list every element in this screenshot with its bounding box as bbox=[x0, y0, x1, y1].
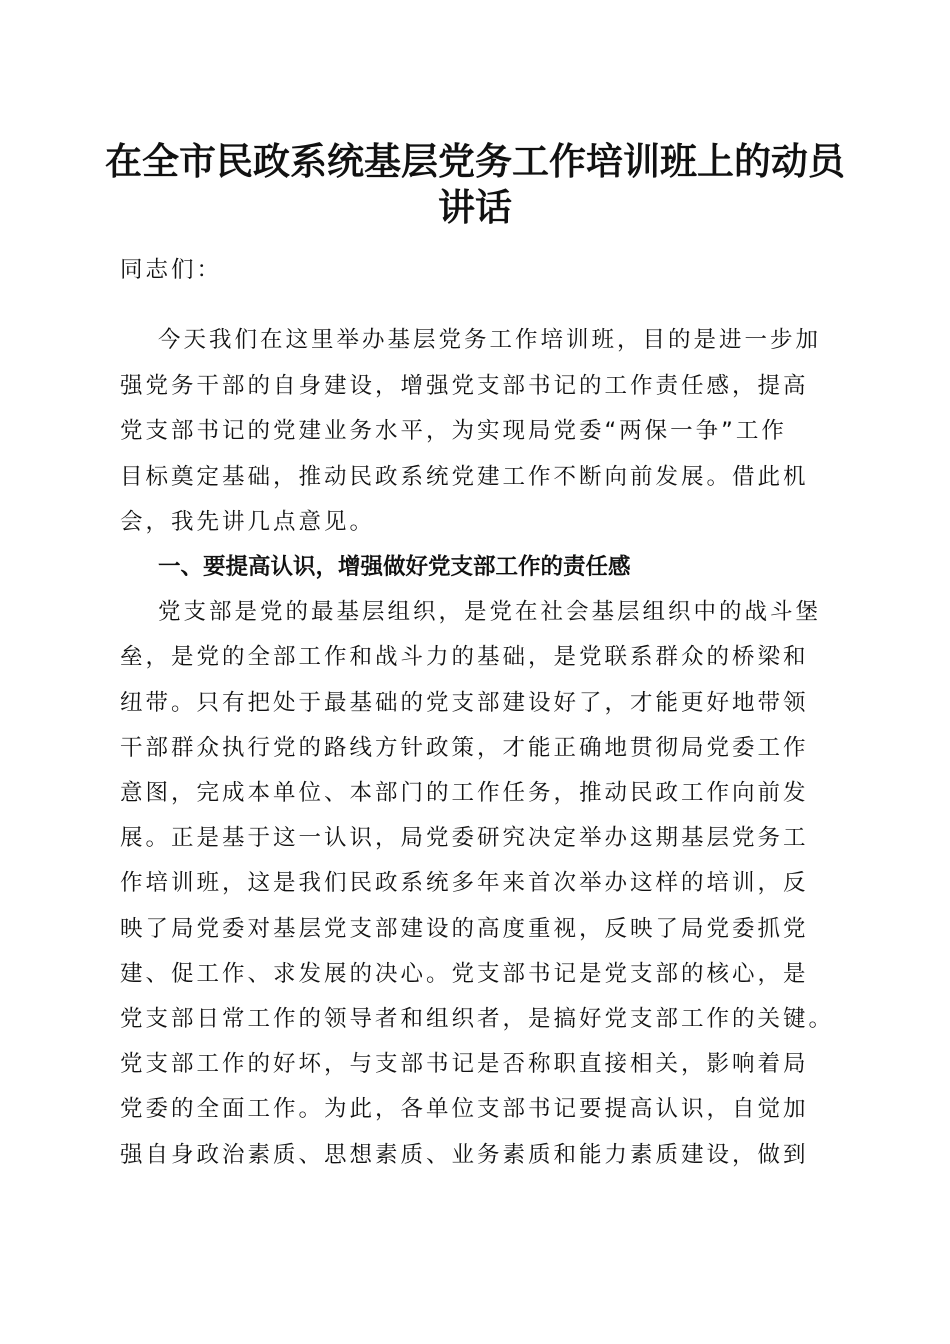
paragraph-1-line: 强党务干部的自身建设，增强党支部书记的工作责任感，提高 bbox=[120, 373, 809, 399]
paragraph-2-line: 党支部工作的好坏，与支部书记是否称职直接相关，影响着局 bbox=[120, 1051, 809, 1077]
paragraph-2-line: 展。正是基于这一认识，局党委研究决定举办这期基层党务工 bbox=[120, 825, 809, 851]
paragraph-2-line: 纽带。只有把处于最基础的党支部建设好了，才能更好地带领 bbox=[120, 690, 809, 716]
paragraph-2-line: 党支部日常工作的领导者和组织者，是搞好党支部工作的关键。 bbox=[120, 1006, 835, 1032]
document-title-line-1: 在全市民政系统基层党务工作培训班上的动员 bbox=[105, 139, 845, 183]
paragraph-2-line: 映了局党委对基层党支部建设的高度重视，反映了局党委抓党 bbox=[120, 916, 809, 942]
paragraph-2-line: 作培训班，这是我们民政系统多年来首次举办这样的培训，反 bbox=[120, 870, 809, 896]
paragraph-2-line: 垒，是党的全部工作和战斗力的基础，是党联系群众的桥梁和 bbox=[120, 644, 809, 670]
paragraph-2-line: 党支部是党的最基层组织，是党在社会基层组织中的战斗堡 bbox=[158, 599, 822, 625]
document-title-line-2: 讲话 bbox=[438, 185, 512, 229]
paragraph-2-line: 干部群众执行党的路线方针政策，才能正确地贯彻局党委工作 bbox=[120, 735, 809, 761]
paragraph-1-line: 党支部书记的党建业务水平，为实现局党委“两保一争”工作 bbox=[120, 418, 787, 444]
salutation: 同志们： bbox=[120, 257, 223, 283]
paragraph-1-line: 目标奠定基础，推动民政系统党建工作不断向前发展。借此机 bbox=[120, 464, 809, 490]
paragraph-2-line: 意图，完成本单位、本部门的工作任务，推动民政工作向前发 bbox=[120, 780, 809, 806]
section-heading-1: 一、要提高认识，增强做好党支部工作的责任感 bbox=[158, 554, 631, 580]
paragraph-2-line: 建、促工作、求发展的决心。党支部书记是党支部的核心，是 bbox=[120, 961, 809, 987]
paragraph-2-line: 强自身政治素质、思想素质、业务素质和能力素质建设，做到 bbox=[120, 1142, 809, 1168]
paragraph-1-line: 会，我先讲几点意见。 bbox=[120, 509, 376, 535]
paragraph-1-line: 今天我们在这里举办基层党务工作培训班，目的是进一步加 bbox=[158, 327, 822, 353]
paragraph-2-line: 党委的全面工作。为此，各单位支部书记要提高认识，自觉加 bbox=[120, 1096, 809, 1122]
